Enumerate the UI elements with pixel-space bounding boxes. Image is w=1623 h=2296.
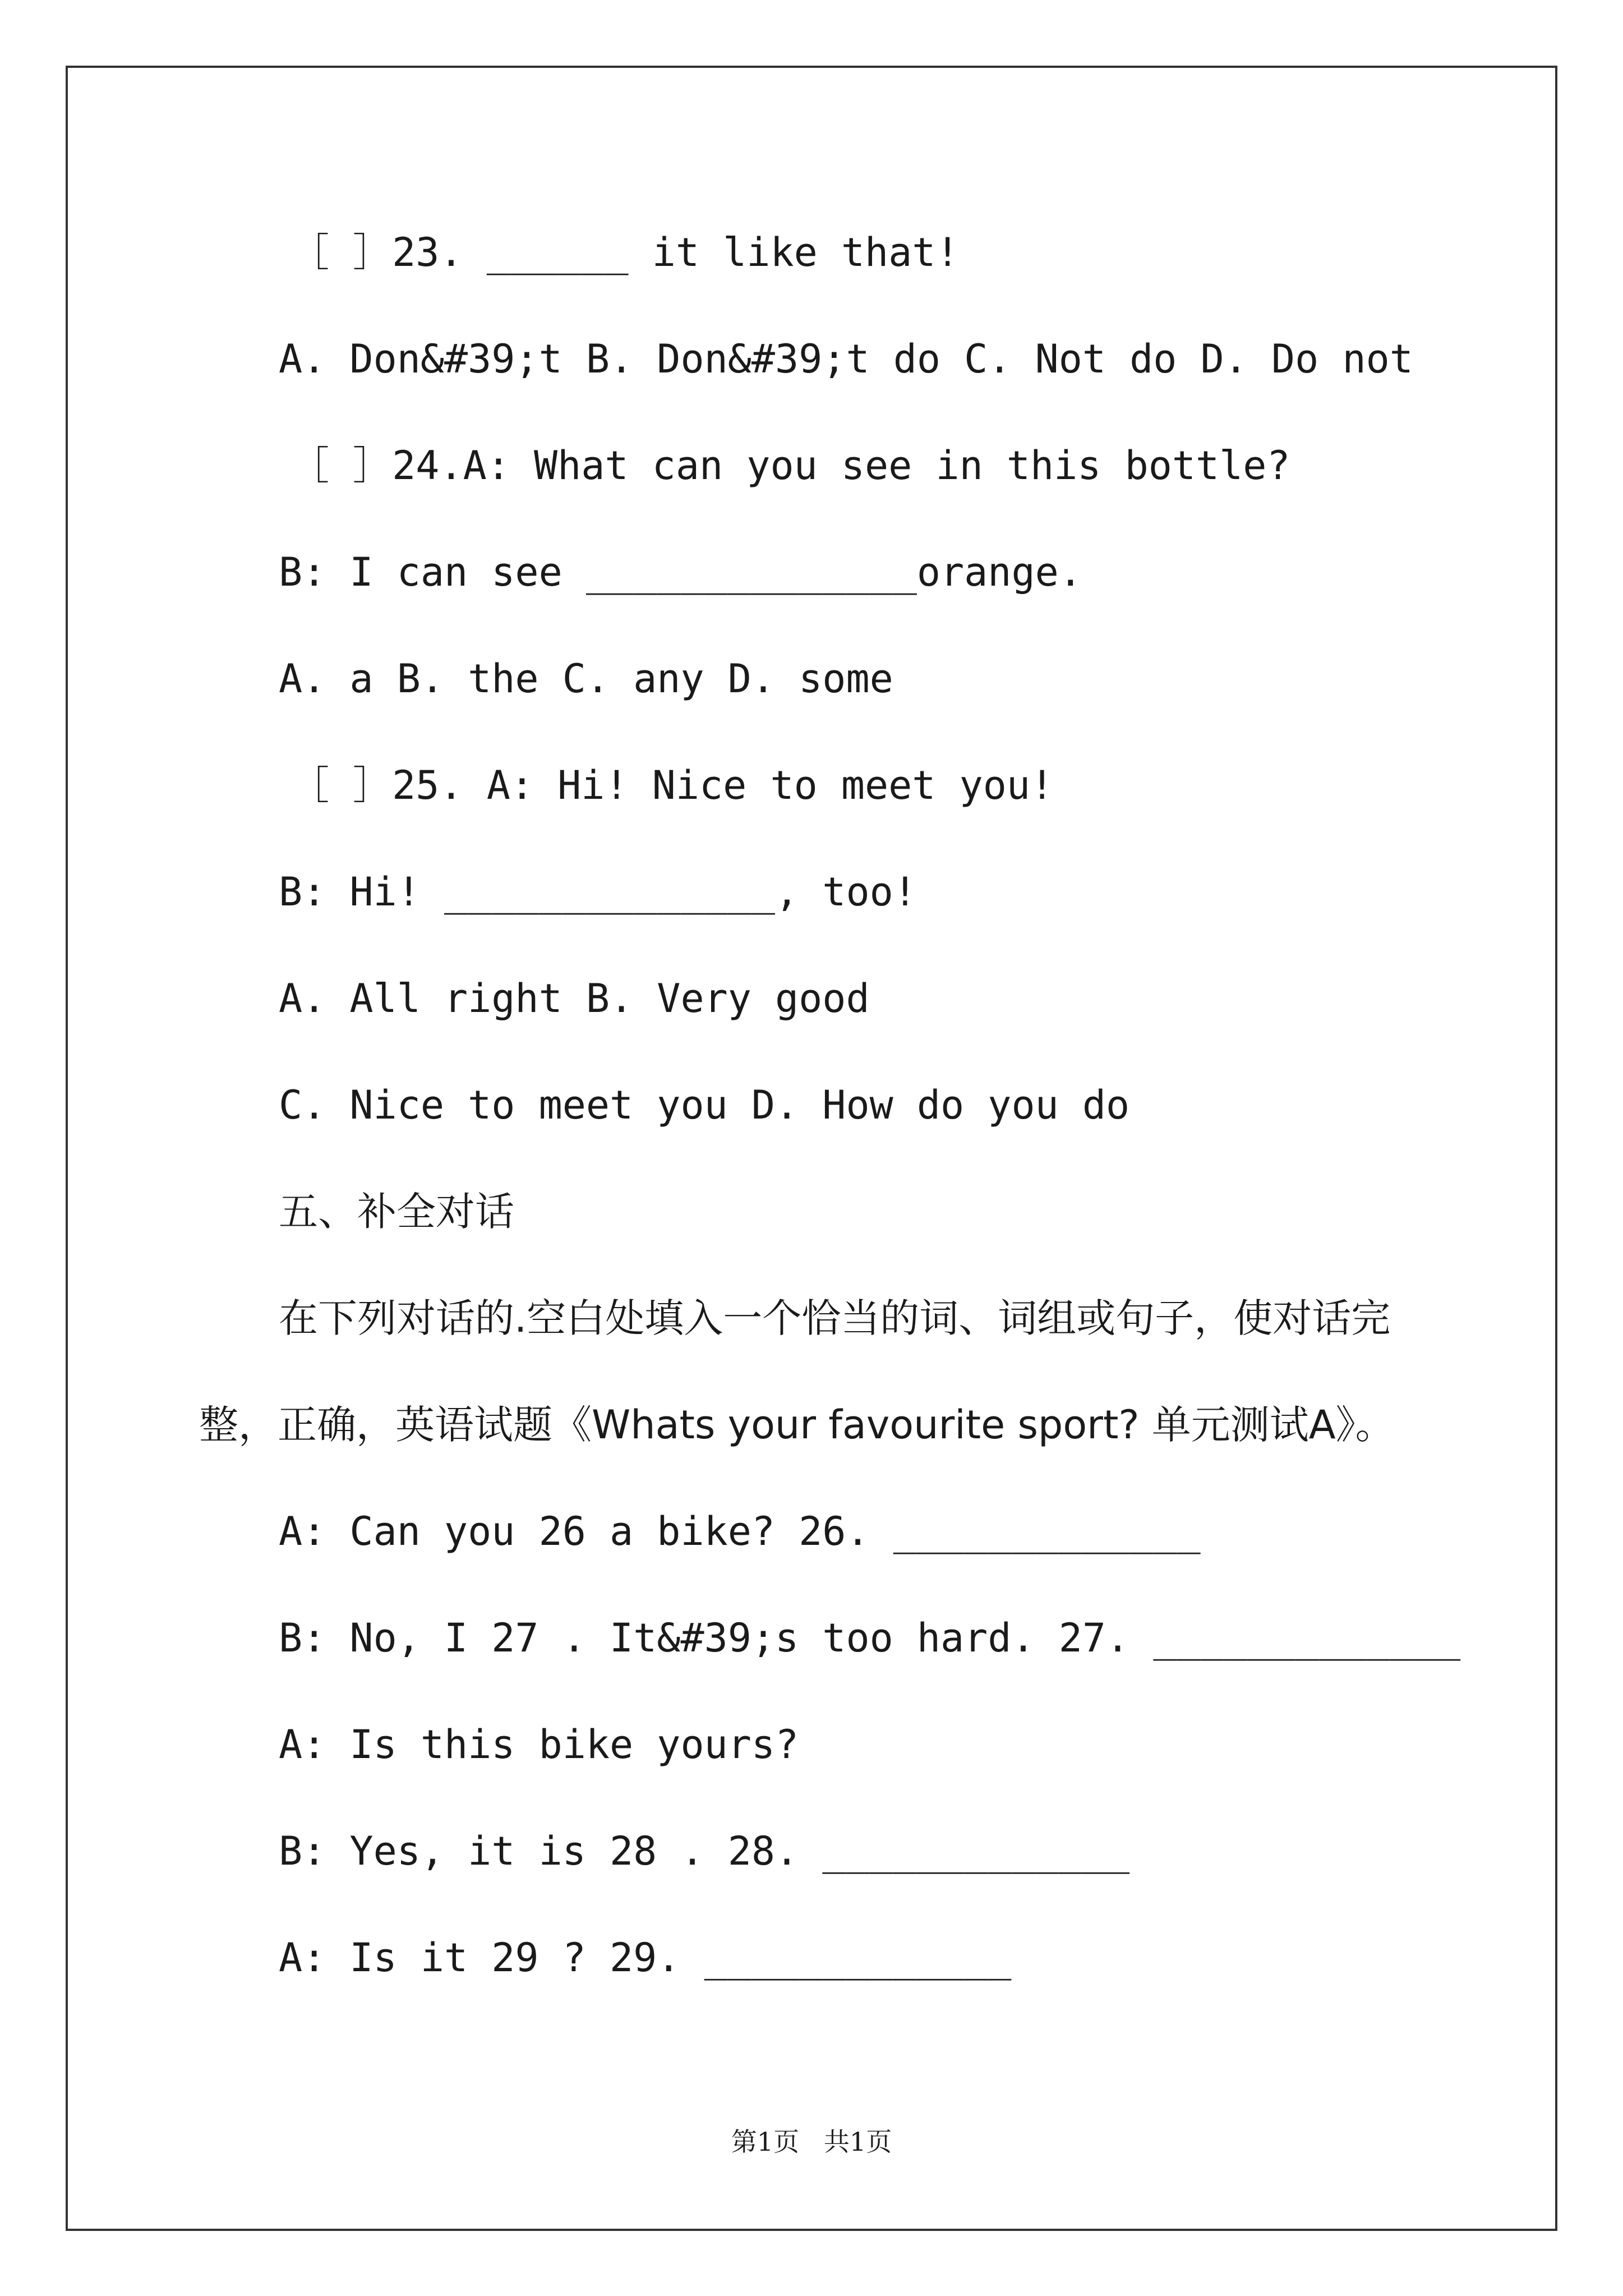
section-heading: 五、补全对话 (279, 1189, 514, 1235)
section-instructions-line-1: 在下列对话的.空白处填入一个恰当的词、词组或句子，使对话完 (279, 1295, 1391, 1341)
dialogue-line-29: A: Is it 29 ? 29. _____________ (279, 1935, 1012, 1981)
question-23-options: A. Don&#39;t B. Don&#39;t do C. Not do D. Do not (279, 336, 1413, 382)
question-25-options-ab: A. All right B. Very good (279, 976, 870, 1022)
question-24-options: A. a B. the C. any D. some (279, 656, 893, 702)
dialogue-line-28: B: Yes, it is 28 . 28. _____________ (279, 1828, 1130, 1874)
question-24: ［ ］24.A: What can you see in this bottle? (290, 443, 1290, 489)
question-25-answer-line: B: Hi! ______________, too! (279, 869, 917, 915)
question-25: ［ ］25. A: Hi! Nice to meet you! (290, 762, 1054, 808)
dialogue-line-question: A: Is this bike yours? (279, 1722, 799, 1768)
question-25-options-cd: C. Nice to meet you D. How do you do (279, 1082, 1130, 1128)
page-border (66, 66, 1557, 2231)
dialogue-line-26: A: Can you 26 a bike? 26. _____________ (279, 1508, 1201, 1554)
page-footer: 第1页 共1页 (731, 2127, 892, 2157)
dialogue-line-27: B: No, I 27 . It&#39;s too hard. 27. _____________ (279, 1615, 1461, 1661)
question-24-answer-line: B: I can see ______________orange. (279, 549, 1082, 595)
section-instructions-line-2: 整，正确，英语试题《Whats your favourite sport? 单元测试A》。 (199, 1402, 1395, 1448)
question-23: ［ ］23. ______ it like that! (290, 229, 960, 275)
